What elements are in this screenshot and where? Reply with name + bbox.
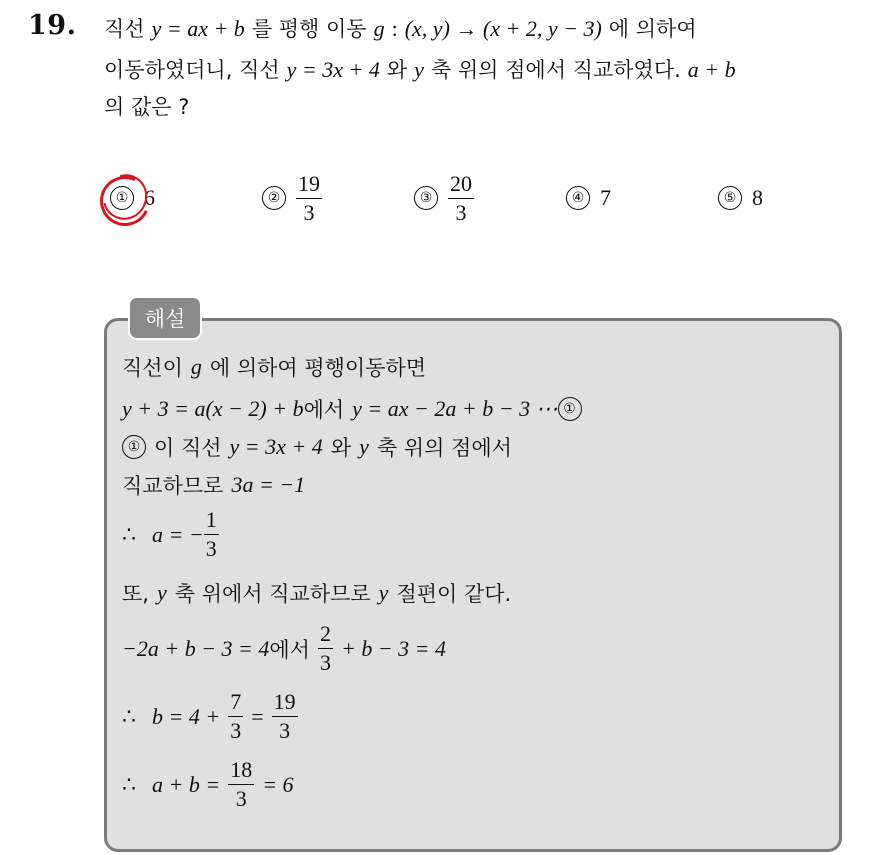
question-number: 19. [28,10,77,41]
solution-equation: b = 4 + [152,703,221,729]
fraction-denominator: 3 [319,650,331,675]
solution-line-1 [122,352,426,382]
fraction-numerator: 7 [228,690,243,717]
solution-equation: y = ax − 2a + b − 3 ⋯ [352,396,558,421]
question-equation: y = 3x + 4 [286,57,380,82]
solution-line-4 [122,470,305,500]
question-line-2 [104,55,736,86]
solution-fraction [228,690,243,743]
choice-marker: ⑤ [718,186,742,210]
solution-equation: a = − [152,521,204,547]
solution-line-8 [122,690,298,743]
fraction-numerator: 19 [296,172,322,199]
solution-tag: 해설 [128,296,202,340]
fraction-denominator: 3 [455,199,467,225]
fraction-denominator: 3 [230,718,242,743]
fraction-denominator: 3 [303,199,315,225]
fraction-numerator: 1 [204,508,219,535]
choice-marker: ② [262,186,286,210]
solution-variable: y [359,434,369,459]
equals-sign: = [251,703,264,729]
solution-equation: y = 3x + 4 [229,434,323,459]
choice-fraction [448,172,474,225]
solution-text: 직선이 [122,356,183,380]
solution-text: 축 위에서 직교하므로 [174,582,371,606]
fraction-denominator: 3 [205,536,217,561]
question-text: 축 위의 점에서 직교하였다. [430,58,681,82]
equation-ref-marker: ① [558,397,582,421]
fraction-denominator: 3 [279,718,291,743]
choice-3[interactable] [414,168,474,228]
solution-fraction [228,758,254,811]
question-text: 와 [386,58,408,82]
choice-5[interactable] [718,168,763,228]
solution-text: 에 의하여 평행이동하면 [209,356,427,380]
solution-equation: y + 3 = a(x − 2) + b [122,396,304,421]
therefore-symbol: ∴ [122,521,136,547]
choice-value: 6 [144,185,155,210]
choice-4[interactable] [566,168,611,228]
question-text: 이동하였더니, 직선 [104,58,280,82]
question-text: 에 의하여 [608,17,697,41]
question-variable: y [414,57,424,82]
fraction-denominator: 3 [235,786,247,811]
therefore-symbol: ∴ [122,703,136,729]
solution-text: 또, [122,582,149,606]
solution-fraction [204,508,219,561]
choice-value: 7 [600,185,611,210]
solution-variable: g [190,354,202,379]
solution-fraction [318,622,333,675]
question-text: 의 값은 ? [104,95,190,119]
fraction-numerator: 2 [318,622,333,649]
solution-line-3 [122,432,512,462]
choice-marker: ④ [566,186,590,210]
solution-variable: y [156,580,167,605]
solution-line-6 [122,578,511,608]
fraction-numerator: 20 [448,172,474,199]
therefore-symbol: ∴ [122,771,136,797]
solution-line-9 [122,758,294,811]
solution-line-7 [122,622,446,675]
choice-marker: ③ [414,186,438,210]
solution-text: 직교하므로 [122,474,224,498]
solution-variable: y [378,580,389,605]
solution-text: 축 위의 점에서 [376,436,512,460]
solution-equation: −2a + b − 3 = 4 [122,635,270,661]
solution-equation: + b − 3 = 4 [340,635,447,661]
solution-equation: a + b = [152,771,221,797]
question-line-3 [104,92,189,123]
fraction-numerator: 18 [228,758,254,785]
fraction-numerator: 19 [272,690,298,717]
question-text: 직선 [104,17,145,41]
question-expression: a + b [687,57,736,82]
solution-text: 에서 [269,637,310,662]
question-text: 를 평행 이동 [251,17,367,41]
solution-line-2 [122,394,582,424]
solution-line-5 [122,508,219,561]
question-variable: g [373,16,385,41]
equation-ref-marker: ① [122,435,146,459]
solution-text: 에서 [303,398,345,422]
solution-equation: = 6 [262,771,294,797]
solution-text: 와 [330,436,352,460]
question-colon: : [391,16,398,41]
solution-text: 절편이 같다. [396,582,512,606]
choice-2[interactable] [262,168,322,228]
question-line-1 [104,14,697,45]
choice-fraction [296,172,322,225]
solution-equation: 3a = −1 [231,472,306,497]
solution-text: 이 직선 [154,436,222,460]
question-mapping: (x, y) → (x + 2, y − 3) [404,16,602,41]
choice-marker: ① [110,186,134,210]
solution-fraction [272,690,298,743]
choice-value: 8 [752,185,763,210]
question-equation: y = ax + b [151,16,245,41]
